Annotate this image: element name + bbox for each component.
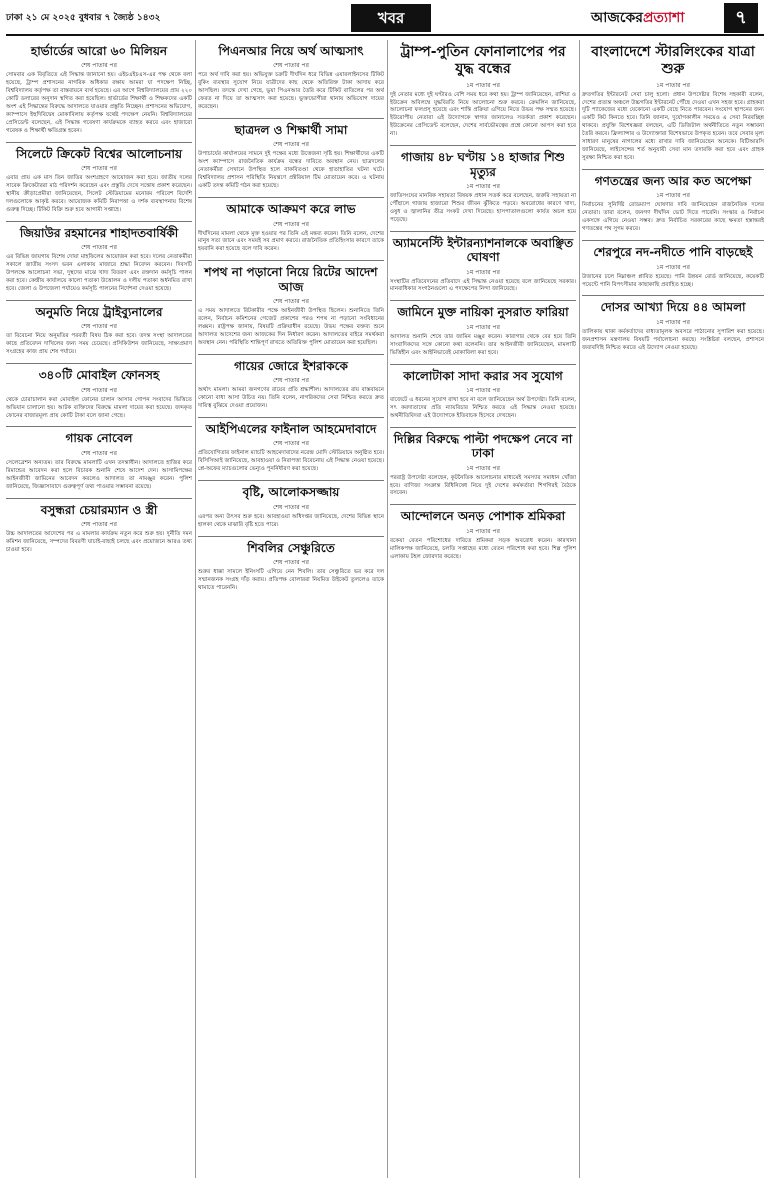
column-3 bbox=[390, 40, 576, 1178]
article bbox=[390, 300, 576, 357]
article-body: নির্বাচনের সুনির্দিষ্ট রোডম্যাপ ঘোষণার দাবি জানিয়েছেন রাজনৈতিক দলের নেতারা। তারা বলেন, জনগণ দীর্ঘদিন ভোট দিতে পারেনি। সংস্কার ও নির্বাচন একসঙ্গে এগিয়ে নেওয়া সম্ভব। দ্রুত নির্বাচিত সরকারের কাছে ক্ষমতা হস্তান্তরই গণতন্ত্রের পথ সুগম করবে। bbox=[582, 202, 764, 233]
article bbox=[390, 364, 576, 421]
page-number: ৭ bbox=[724, 3, 758, 33]
article-body: এরপর অন্য উৎসব শুরু হবে। আবহাওয়া অধিদপ্তর জানিয়েছে, দেশের বিভিন্ন স্থানে হালকা থেকে মাঝারি বৃষ্টি হতে পারে। bbox=[198, 513, 384, 528]
continuation-note: শেষ পাতার পর bbox=[273, 377, 309, 385]
article-headline: শেরপুরে নদ-নদীতে পানি বাড়ছেই bbox=[582, 240, 764, 259]
article-body: উপাচার্যের কার্যালয়ের সামনে দুই পক্ষের মধ্যে উত্তেজনা সৃষ্টি হয়। শিক্ষার্থীদের একটি অংশ ক্যাম্পাসে রাজনৈতিক কার্যক্রম বন্ধের দাবিতে অবস্থান নেয়। ছাত্রদলের নেতাকর্মীরা সেখানে উপস্থিত হলে বাকবিতণ্ডা থেকে হাতাহাতির ঘটনা ঘটে। বিশ্ববিদ্যালয় প্রশাসন পরিস্থিতি নিয়ন্ত্রণে প্রক্টরিয়াল টিম মোতায়েন করে। এ ঘটনায় একটি তদন্ত কমিটি গঠন করা হয়েছে। bbox=[198, 151, 384, 190]
article-headline: হার্ভার্ডের আরো ৬০ মিলিয়ন bbox=[30, 44, 168, 58]
masthead bbox=[6, 0, 764, 36]
article-headline: অনুমতি নিয়ে ট্রাইব্যুনালের bbox=[6, 300, 192, 319]
continuation-note: শেষ পাতার পর bbox=[81, 62, 117, 70]
continuation-note: শেষ পাতার পর bbox=[81, 449, 117, 457]
article-headline: ছাত্রদল ও শিক্ষার্থী সামা bbox=[198, 118, 384, 137]
brand-logo bbox=[591, 6, 684, 30]
continuation-note: ১ম পাতার পর bbox=[466, 387, 500, 394]
column-divider bbox=[579, 40, 580, 1178]
article-headline: আন্দোলনে অনড় পোশাক শ্রমিকরা bbox=[390, 504, 576, 523]
column-divider bbox=[387, 40, 388, 1178]
article-headline: গণতন্ত্রের জন্য আর কত অপেক্ষা bbox=[582, 169, 764, 188]
continuation-note: শেষ পাতার পর bbox=[273, 440, 309, 448]
continuation-note: ১ম পাতার পর bbox=[466, 323, 500, 331]
article bbox=[198, 260, 384, 347]
article-body: দুই নেতার মধ্যে দুই ঘণ্টারও বেশি সময় ধরে কথা হয়। ট্রাম্প জানিয়েছেন, রাশিয়া ও ইউক্রেন অবিলম্বে যুদ্ধবিরতি নিয়ে আলোচনা শুরু করবে। ক্রেমলিন জানিয়েছে, আলোচনা ফলপ্রসূ হয়েছে এবং শান্তি প্রক্রিয়া এগিয়ে নিতে উভয় পক্ষ সম্মত হয়েছে। ইউরোপীয় নেতারা এই উদ্যোগকে স্বাগত জানালেও সতর্কতা প্রকাশ করেছেন। ইউক্রেনের প্রেসিডেন্ট বলেছেন, দেশের সার্বভৌমত্বের প্রশ্নে কোনো আপস করা হবে না। bbox=[390, 91, 576, 138]
article-body: শুরুর ধাক্কা সামলে ইনিংসটি এগিয়ে নেন শিবলি। তার সেঞ্চুরিতে ভর করে দল সম্মানজনক সংগ্রহ দাঁড় করায়। প্রতিপক্ষ বোলাররা নিয়মিত উইকেট তুললেও তাকে থামাতে পারেননি। bbox=[198, 568, 384, 591]
column-4 bbox=[582, 40, 764, 1178]
continuation-note: ১ম পাতার পর bbox=[466, 464, 500, 472]
article bbox=[6, 221, 192, 294]
article-body: উচ্চ আদালতের আদেশের পর এ মামলার কার্যক্রম নতুন করে শুরু হয়। দুর্নীতি দমন কমিশন জানিয়েছে, সম্পদের বিবরণী যাচাই-বাছাই চলছে এবং প্রয়োজনে আরও তথ্য চাওয়া হবে। bbox=[6, 530, 192, 553]
article bbox=[582, 295, 764, 352]
article-headline: বাংলাদেশে স্টারলিংকের যাত্রা শুরু bbox=[591, 44, 755, 77]
article-headline: গায়ক নোবেল bbox=[6, 426, 192, 445]
article-body: সোমবার এক বিবৃতিতে এই সিদ্ধান্ত জানানো হয়। এইচএইচএস-এর পক্ষ থেকে বলা হয়েছে, ট্রাম্প প্রশাসনের নাগরিক অধিকার রক্ষায় আমরা যা পদক্ষেপ নিচ্ছি, বিশ্ববিদ্যালয় কর্তৃপক্ষ তা বাস্তবায়নে ব্যর্থ হয়েছে। এর আগে বিশ্ববিদ্যালয়ের প্রায় ২২০ কোটি ডলারের অনুদান স্থগিত করা হয়েছিল। হার্ভার্ডের শিক্ষার্থী ও শিক্ষকদের একটি অংশ এই সিদ্ধান্তের বিরুদ্ধে আদালতে যাওয়ার প্রস্তুতি নিচ্ছেন। প্রশাসনের অভিযোগ, ক্যাম্পাসে ইহুদিবিদ্বেষ মোকাবিলায় কর্তৃপক্ষ যথেষ্ট পদক্ষেপ নেয়নি। বিশ্ববিদ্যালয়ের প্রেসিডেন্ট বলেছেন, এই সিদ্ধান্ত গবেষণা কার্যক্রমকে ব্যাহত করবে এবং হাজারো গবেষক ও শিক্ষার্থী ক্ষতিগ্রস্ত হবেন। bbox=[6, 72, 192, 134]
article-body: বকেয়া বেতন পরিশোধের দাবিতে শ্রমিকরা সড়ক অবরোধ করেন। কারখানা মালিকপক্ষ জানিয়েছে, চলতি সপ্তাহের মধ্যে বেতন পরিশোধ করা হবে। শিল্প পুলিশ এলাকায় টহল জোরদার করেছে। bbox=[390, 537, 576, 560]
article-body: এর বিভিন্ন জায়গায় বিশেষ দোয়া মাহফিলের আয়োজন করা হবে। দলের নেতাকর্মীরা সকালে জাতীয় সংসদ ভবন এলাকায় মাজারে শ্রদ্ধা নিবেদন করবেন। দিবসটি উপলক্ষে আলোচনা সভা, দুস্থদের মাঝে খাদ্য বিতরণ এবং রক্তদান কর্মসূচি পালন করা হবে। কেন্দ্রীয় কার্যালয়ে কালো পতাকা উত্তোলন ও দলীয় পতাকা অর্ধনমিত রাখা হবে। জেলা ও উপজেলা পর্যায়েও কর্মসূচি পালনের নির্দেশনা দেওয়া হয়েছে। bbox=[6, 254, 192, 293]
continuation-note: ১ম পাতার পর bbox=[656, 263, 690, 271]
article bbox=[198, 417, 384, 474]
column-1 bbox=[6, 40, 192, 1178]
article bbox=[390, 504, 576, 561]
article-headline: শিবলির সেঞ্চুরিতে bbox=[198, 536, 384, 555]
article bbox=[582, 169, 764, 234]
continuation-note: শেষ পাতার পর bbox=[273, 141, 309, 149]
continuation-note: ১ম পাতার পর bbox=[466, 527, 500, 535]
article bbox=[390, 427, 576, 499]
article bbox=[6, 498, 192, 555]
article bbox=[198, 118, 384, 191]
article-body: অর্থাৎ মামলা। আমরা জনগণের রায়ের প্রতি শ্রদ্ধাশীল। আদালতের রায় বাস্তবায়নে কোনো বাধা আসা উচিত নয়। তিনি বলেন, নাগরিকদের সেবা নিশ্চিত করতে দ্রুত দায়িত্ব বুঝিয়ে দেওয়া প্রয়োজন। bbox=[198, 387, 384, 410]
article-headline: গাজায় ৪৮ ঘণ্টায় ১৪ হাজার শিশু মৃত্যুর bbox=[390, 145, 576, 179]
article bbox=[198, 197, 384, 254]
article-body: তা বিবেচনা নিয়ে অনুমতির পরবর্তী বিষয় ঠিক করা হবে। তদন্ত সংস্থা আদালতের কাছে প্রতিবেদন দাখিলের জন্য সময় চেয়েছে। প্রসিকিউশন জানিয়েছে, সাক্ষ্যপ্রমাণ সংগ্রহের কাজ প্রায় শেষ পর্যায়ে। bbox=[6, 333, 192, 356]
article bbox=[198, 354, 384, 411]
article-body: উজানের ঢলে নিম্নাঞ্চল প্লাবিত হয়েছে। পানি উন্নয়ন বোর্ড জানিয়েছে, কয়েকটি পয়েন্টে পানি বিপৎসীমার কাছাকাছি প্রবাহিত হচ্ছে। bbox=[582, 273, 764, 288]
article bbox=[582, 40, 764, 163]
article-body: তালিকায় থাকা কর্মকর্তাদের বাধ্যতামূলক অবসরে পাঠানোর সুপারিশ করা হয়েছে। জনপ্রশাসন মন্ত্রণালয় বিষয়টি পর্যালোচনা করছে। সংশ্লিষ্টরা বলছেন, প্রশাসনে জবাবদিহি নিশ্চিত করতে এই উদ্যোগ নেওয়া হয়েছে। bbox=[582, 328, 764, 351]
article-headline: কালোটাকা সাদা করার সব সুযোগ bbox=[390, 364, 576, 383]
article-headline: ট্রাম্প-পুতিন ফোনালাপের পর যুদ্ধ বন্ধের bbox=[400, 44, 566, 77]
article-headline: আমাকে আক্রমণ করে লাভ bbox=[198, 197, 384, 216]
article bbox=[6, 426, 192, 491]
article bbox=[6, 142, 192, 215]
article-body: পররাষ্ট্র উপদেষ্টা বলেছেন, কূটনৈতিক আলোচনার মাধ্যমেই সমস্যার সমাধান খোঁজা হবে। বাণিজ্য সংক্রান্ত বিধিনিষেধ নিয়ে দুই দেশের কর্মকর্তারা শিগগিরই বৈঠকে বসবেন। bbox=[390, 474, 576, 497]
article bbox=[198, 480, 384, 529]
article-body: প্রতিযোগিতার ফাইনাল ম্যাচটি আহমেদাবাদের নরেন্দ্র মোদি স্টেডিয়ামে অনুষ্ঠিত হবে। বিসিসিআই জানিয়েছে, আবহাওয়া ও নিরাপত্তা বিবেচনায় এই সিদ্ধান্ত নেওয়া হয়েছে। প্লে-অফের ম্যাচগুলোর ভেন্যুও পুনর্নির্ধারণ করা হয়েছে। bbox=[198, 450, 384, 473]
continuation-note: শেষ পাতার পর bbox=[273, 503, 309, 511]
continuation-note: ১ম পাতার পর bbox=[466, 81, 500, 89]
article-body: এ সময় আদালতে রিটকারীর পক্ষে আইনজীবী উপস্থিত ছিলেন। শুনানিতে তিনি বলেন, নির্বাচন কমিশনের গেজেট প্রকাশের পরও শপথ না পড়ানো সংবিধানের লঙ্ঘন। রাষ্ট্রপক্ষ জানায়, বিষয়টি প্রক্রিয়াধীন রয়েছে। উভয় পক্ষের বক্তব্য শুনে আদালত আদেশের জন্য আজকের দিন নির্ধারণ করেন। আদালতের বাইরে সমর্থকরা অবস্থান নেন। পরিস্থিতি শান্তিপূর্ণ রাখতে অতিরিক্ত পুলিশ মোতায়েন করা হয়েছিল। bbox=[198, 308, 384, 346]
article-headline: বৃষ্টি, আলোকসজ্জায় bbox=[198, 480, 384, 499]
issue-date: ঢাকা ২১ মে ২০২৫ বুধবার ৭ জ্যৈষ্ঠ ১৪৩২ bbox=[6, 12, 161, 23]
continuation-note: ১ম পাতার পর bbox=[656, 81, 690, 89]
continuation-note: শেষ পাতার পর bbox=[81, 165, 117, 173]
continuation-note: শেষ পাতার পর bbox=[273, 558, 309, 566]
article-headline: সিলেটে ক্রিকেট বিশ্বের আলোচনায় bbox=[6, 142, 192, 161]
article bbox=[582, 240, 764, 289]
columns-container bbox=[6, 40, 764, 1178]
continuation-note: ১ম পাতার পর bbox=[466, 183, 500, 190]
continuation-note: শেষ পাতার পর bbox=[273, 62, 309, 70]
article-body: সংস্থাটির প্রতিবেদনের প্রতিবাদে এই সিদ্ধান্ত নেওয়া হয়েছে বলে জানিয়েছে সরকার। মানবাধিকার সংগঠনগুলো এ পদক্ষেপের নিন্দা জানিয়েছে। bbox=[390, 278, 576, 293]
article-headline: দোসর আখ্যা দিয়ে ৪৪ আমলা bbox=[582, 295, 764, 314]
article-headline: গায়ের জোরে ইশরাককে bbox=[198, 354, 384, 373]
continuation-note: ১ম পাতার পর bbox=[656, 318, 690, 326]
continuation-note: শেষ পাতার পর bbox=[81, 520, 117, 528]
section-title: খবর bbox=[351, 4, 431, 32]
article bbox=[6, 363, 192, 420]
article-body: জাতিসংঘের মানবিক সহায়তা বিষয়ক প্রধান সতর্ক করে বলেছেন, জরুরি সহায়তা না পৌঁছালে গাজায় হাজারো শিশুর জীবন ঝুঁকিতে পড়বে। অবরোধের কারণে খাদ্য, ওষুধ ও জ্বালানির তীব্র সংকট দেখা দিয়েছে। হাসপাতালগুলো কার্যত অচল হয়ে পড়েছে। bbox=[390, 193, 576, 223]
article bbox=[390, 40, 576, 139]
article-body: পরে অর্থ দাবি করা হয়। অভিযুক্ত চক্রটি দীর্ঘদিন ধরে বিভিন্ন এয়ারলাইনসের টিকিট বুকিং ব্যবস্থার সুযোগ নিয়ে যাত্রীদের কাছ থেকে অতিরিক্ত টাকা আদায় করে আসছিল। তদন্তে দেখা গেছে, ভুয়া পিএনআর তৈরি করে টিকিট বাতিলের পর অর্থ ফেরত না দিয়ে তা আত্মসাৎ করা হয়েছে। ভুক্তভোগীরা থানায় অভিযোগ দায়ের করেছেন। bbox=[198, 72, 384, 111]
article-headline: আইপিএলের ফাইনাল আহমেদাবাদে bbox=[198, 417, 384, 436]
column-divider bbox=[195, 40, 196, 1178]
article-body: এবার প্রায় এক মাস তিন জাতির অংশগ্রহণে আয়োজন করা হবে। জাতীয় দলের সাবেক ক্রিকেটাররা মাঠ পরিদর্শন করেছেন এবং প্রস্তুতি দেখে সন্তোষ প্রকাশ করেছেন। স্থানীয় ক্রীড়াপ্রেমীরা জানিয়েছেন, সিলেট স্টেডিয়ামের মনোরম পরিবেশ বিদেশি দলগুলোকে আকৃষ্ট করবে। আয়োজক কমিটি নিরাপত্তা ও দর্শক ব্যবস্থাপনায় বিশেষ গুরুত্ব দিচ্ছে। টিকিট বিক্রি শুরু হবে আগামী সপ্তাহে। bbox=[6, 175, 192, 214]
article-headline: দিল্লির বিরুদ্ধে পাল্টা পদক্ষেপ নেবে না ঢাকা bbox=[390, 427, 576, 461]
article-body: বাজেটে এ ধরনের সুযোগ রাখা হবে না বলে জানিয়েছেন অর্থ উপদেষ্টা। তিনি বলেন, সৎ করদাতাদের প্রতি ন্যায়বিচার নিশ্চিত করতে এই সিদ্ধান্ত নেওয়া হয়েছে। অর্থনীতিবিদরা এই উদ্যোগকে ইতিবাচক হিসেবে দেখছেন। bbox=[390, 397, 576, 419]
continuation-note: শেষ পাতার পর bbox=[273, 220, 309, 228]
article-body: দ্রুতগতির ইন্টারনেট সেবা চালু হলো। প্রধান উপদেষ্টার বিশেষ সহকারী বলেন, দেশের প্রত্যন্ত অঞ্চলে উচ্চগতির ইন্টারনেট পৌঁছে দেওয়া এখন সহজ হবে। গ্রাহকরা দুটি প্যাকেজের মধ্যে যেকোনো একটি বেছে নিতে পারবেন। সংযোগ স্থাপনের জন্য একটি কিট কিনতে হবে। তিনি জানান, দুর্যোগকালীন সময়েও এ সেবা নিরবচ্ছিন্ন থাকবে। প্রযুক্তি বিশেষজ্ঞরা বলছেন, এটি ডিজিটাল অর্থনীতিতে নতুন সম্ভাবনা তৈরি করবে। ফ্রিল্যান্সার ও উদ্যোক্তারা বিশেষভাবে উপকৃত হবেন। তবে সেবার মূল্য সাধারণ মানুষের নাগালের মধ্যে রাখার দাবি জানিয়েছেন অনেকে। বিটিআরসি জানিয়েছে, লাইসেন্সের শর্ত অনুযায়ী সেবা মান তদারকি করা হবে এবং গ্রাহক সুরক্ষা নিশ্চিত করা হবে। bbox=[582, 91, 764, 162]
article-body: দীর্ঘদিনের মামলা থেকে মুক্ত হওয়ার পর তিনি এই মন্তব্য করেন। তিনি বলেন, দেশের মানুষ সত্য জানে এবং সময়ই সব প্রমাণ করবে। রাজনৈতিক প্রতিহিংসার কারণে তাকে হয়রানি করা হয়েছে বলে দাবি করেন। bbox=[198, 230, 384, 253]
article bbox=[390, 231, 576, 295]
article bbox=[390, 145, 576, 225]
continuation-note: শেষ পাতার পর bbox=[81, 323, 117, 331]
continuation-note: শেষ পাতার পর bbox=[273, 298, 309, 306]
article-headline: ৩৪০টি মোবাইল ফোনসহ bbox=[6, 363, 192, 382]
continuation-note: ১ম পাতার পর bbox=[466, 268, 500, 276]
brand-accent: প্রত্যাশা bbox=[642, 10, 685, 26]
article-body: সেলেব্রেশন অন্যতম। তার বিরুদ্ধে মামলাটি এখন তদন্তাধীন। আদালতে হাজির করে রিমান্ডের আবেদন করা হলে বিচারক শুনানি শেষে আদেশ দেন। আসামিপক্ষের আইনজীবী জামিনের আবেদন করলেও আদালত তা নামঞ্জুর করেন। পুলিশ জানিয়েছে, জিজ্ঞাসাবাদে গুরুত্বপূর্ণ তথ্য পাওয়ার সম্ভাবনা রয়েছে। bbox=[6, 459, 192, 490]
continuation-note: শেষ পাতার পর bbox=[81, 386, 117, 394]
column-2 bbox=[198, 40, 384, 1178]
article bbox=[198, 536, 384, 593]
article-body: আদালত শুনানি শেষে তার জামিন মঞ্জুর করেন। কারাগার থেকে বের হয়ে তিনি সাংবাদিকদের সঙ্গে কোনো কথা বলেননি। তার আইনজীবী জানিয়েছেন, মামলাটি ভিত্তিহীন এবং আইনিভাবেই মোকাবিলা করা হবে। bbox=[390, 333, 576, 356]
article-headline: অ্যামনেস্টি ইন্টারন্যাশনালকে অবাঞ্ছিত ঘোষণা bbox=[390, 231, 576, 265]
article-headline: জামিনে মুক্ত নায়িকা নুসরাত ফারিয়া bbox=[390, 300, 576, 319]
article-headline: শপথ না পড়ানো নিয়ে রিটের আদেশ আজ bbox=[198, 260, 384, 294]
continuation-note: ১ম পাতার পর bbox=[656, 192, 690, 200]
article-headline: পিএনআর নিয়ে অর্থ আত্মসাৎ bbox=[218, 44, 364, 58]
article-body: থেকে চোরাচালান করা মোবাইল ফোনের চালান আসার গোপন সংবাদের ভিত্তিতে অভিযান চালানো হয়। আটক ব্যক্তিদের বিরুদ্ধে মামলা দায়ের করা হয়েছে। জব্দকৃত ফোনের বাজারমূল্য প্রায় কোটি টাকা বলে জানা গেছে। bbox=[6, 396, 192, 419]
continuation-note: শেষ পাতার পর bbox=[81, 244, 117, 252]
article bbox=[198, 40, 384, 112]
article-headline: বসুন্ধরা চেয়ারম্যান ও স্ত্রী bbox=[6, 498, 192, 517]
article bbox=[6, 40, 192, 136]
article-headline: জিয়াউর রহমানের শাহাদতবার্ষিকী bbox=[6, 221, 192, 240]
brand-prefix: আজকের bbox=[591, 10, 643, 26]
article bbox=[6, 300, 192, 357]
